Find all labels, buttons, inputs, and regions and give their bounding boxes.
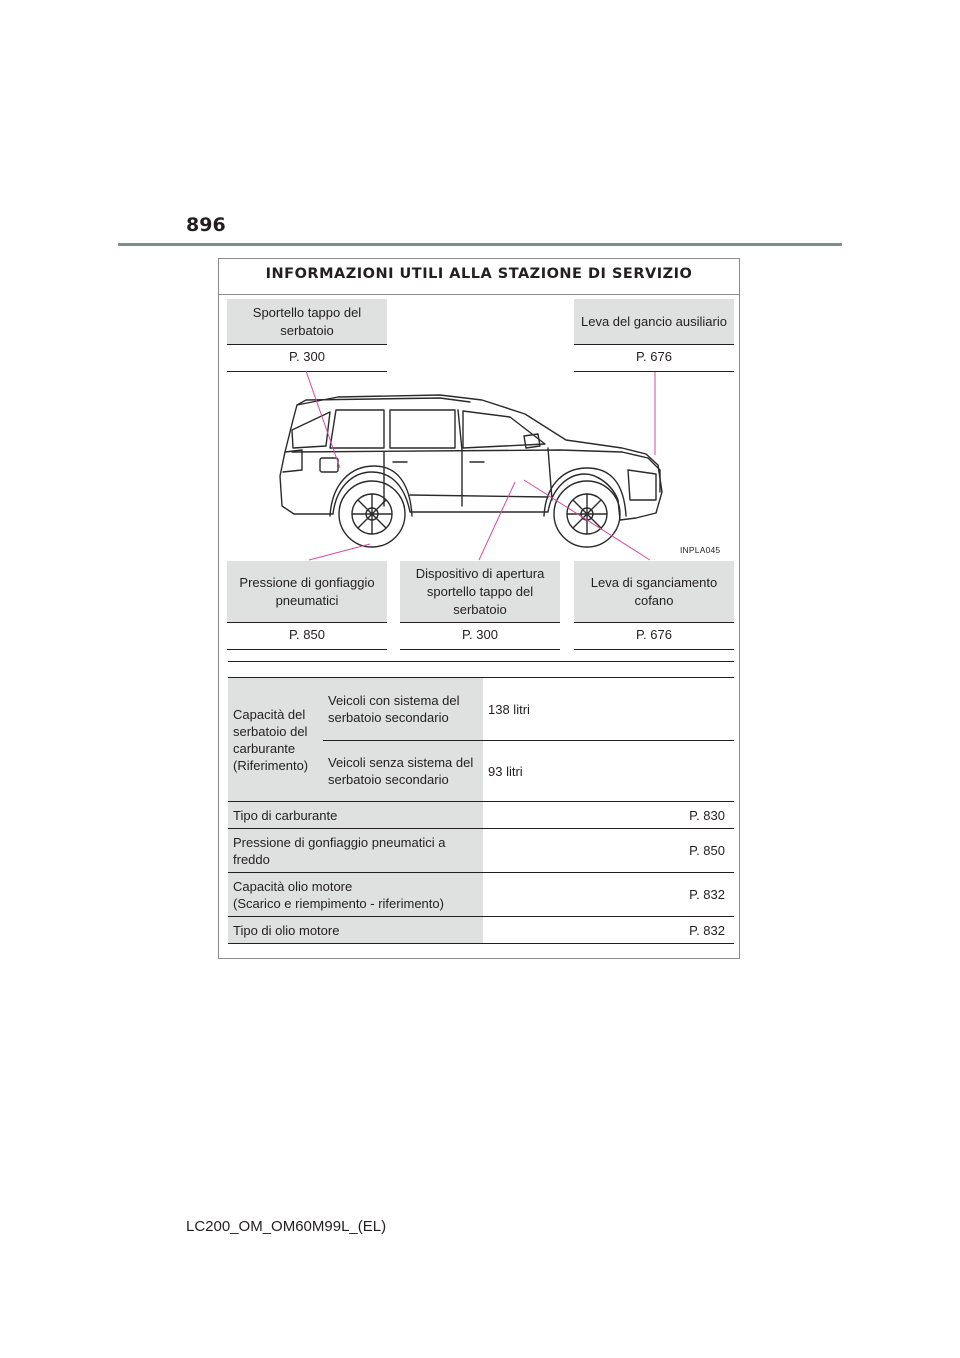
- table-row: [228, 873, 734, 917]
- section-divider: [228, 661, 734, 662]
- table-row: [228, 829, 734, 873]
- callout-label: Dispositivo di apertura sportello tappo del serbatoio: [400, 561, 560, 623]
- callout-fuel-opener: [400, 561, 560, 650]
- callout-label: Sportello tappo del serbatoio: [227, 299, 387, 345]
- callout-label: Leva del gancio ausiliario: [574, 299, 734, 345]
- callout-tire-pressure: [227, 561, 387, 650]
- callout-page-ref: P. 676: [574, 345, 734, 372]
- service-info-table: [228, 677, 734, 944]
- callout-page-ref: P. 300: [227, 345, 387, 372]
- oil-type-label: Tipo di olio motore: [228, 917, 483, 944]
- table-row: [228, 802, 734, 829]
- cold-pressure-ref: P. 850: [483, 829, 734, 873]
- table-row: [228, 917, 734, 944]
- callout-hood-lever: [574, 561, 734, 650]
- figure-code: INPLA045: [680, 545, 721, 555]
- table-row: [228, 678, 734, 741]
- panel-title: INFORMAZIONI UTILI ALLA STAZIONE DI SERVIZIO: [219, 259, 739, 295]
- callout-page-ref: P. 300: [400, 623, 560, 650]
- document-code: LC200_OM_OM60M99L_(EL): [186, 1218, 387, 1235]
- callout-page-ref: P. 850: [227, 623, 387, 650]
- with-sub-tank-value: 138 litri: [483, 678, 734, 741]
- page-number: 896: [186, 214, 226, 236]
- callout-label: Pressione di gonfiaggio pneumatici: [227, 561, 387, 623]
- fuel-capacity-label: Capacità del serbatoio del carburante (Riferimento): [228, 678, 323, 802]
- oil-capacity-label: Capacità olio motore (Scarico e riempimento - riferimento): [228, 873, 483, 917]
- callout-page-ref: P. 676: [574, 623, 734, 650]
- callout-label: Leva di sganciamento cofano: [574, 561, 734, 623]
- oil-capacity-ref: P. 832: [483, 873, 734, 917]
- without-sub-tank-value: 93 litri: [483, 741, 734, 802]
- without-sub-tank-label: Veicoli senza sistema del serbatoio secondario: [323, 741, 483, 802]
- cold-pressure-label: Pressione di gonfiaggio pneumatici a freddo: [228, 829, 483, 873]
- oil-type-ref: P. 832: [483, 917, 734, 944]
- fuel-type-label: Tipo di carburante: [228, 802, 483, 829]
- fuel-type-ref: P. 830: [483, 802, 734, 829]
- with-sub-tank-label: Veicoli con sistema del serbatoio secondario: [323, 678, 483, 741]
